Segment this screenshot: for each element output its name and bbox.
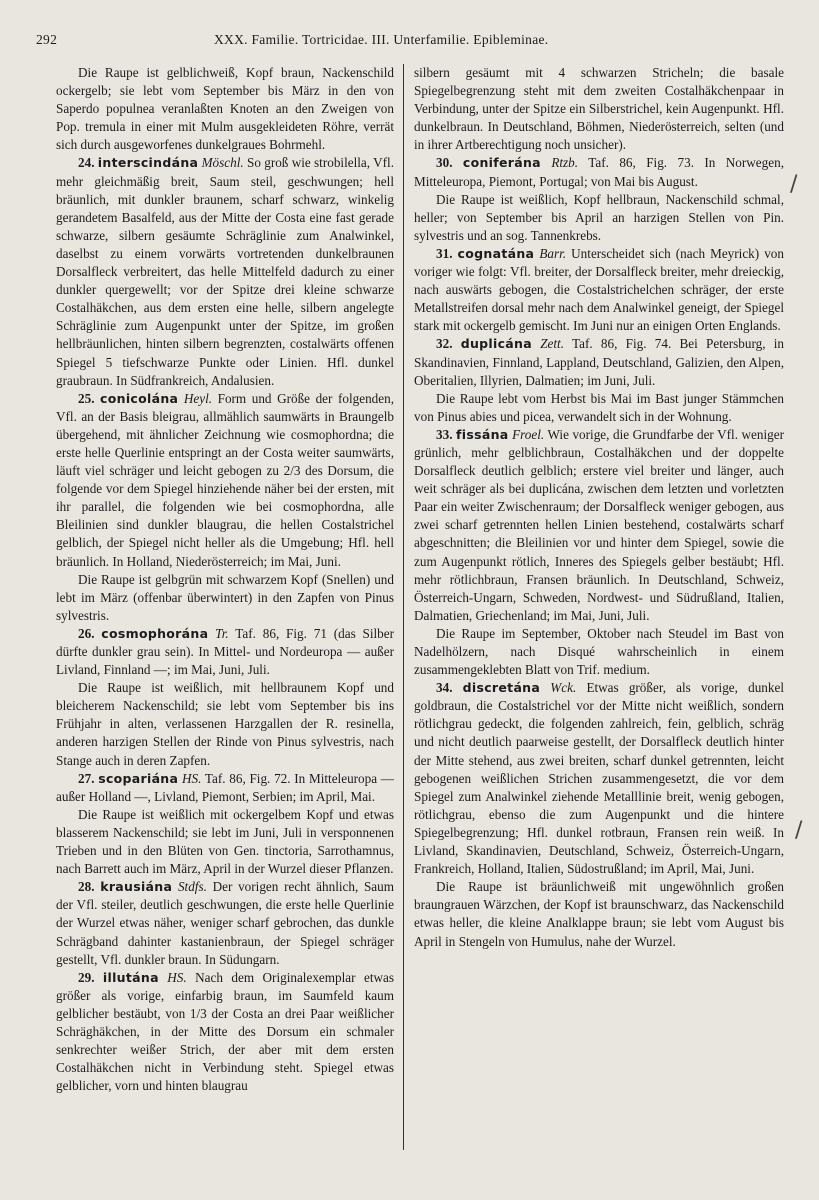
species-entry: [56, 969, 394, 1096]
species-entry: [56, 878, 394, 968]
body-paragraph: Die Raupe im September, Oktober nach Steudel im Bast von Nadelhölzern, nach Disqué wahrscheinlich in einem zusammengeklebten Blatt von Trif. medium.: [414, 625, 784, 678]
entry-text: Taf. 86, Fig. 71 (das Silber dürfte dunkler grau sein). In Mittel- und Nordeuropa — außer Livland, Finnland —; im Mai, Juni, Juli.: [56, 625, 395, 678]
body-paragraph: Die Raupe ist weißlich, Kopf hellbraun, Nackenschild schmal, heller; von September bis April an harzigen Stellen von Pin. sylvestris und an sog. Tannenkrebs.: [414, 191, 784, 243]
species-author: Wck.: [550, 680, 577, 696]
entry-number: 26.: [78, 625, 95, 641]
entry-number: 28.: [78, 879, 95, 895]
margin-pencil-mark: /: [795, 818, 803, 843]
entry-text: Taf. 86, Fig. 73. In Norwegen, Mitteleuropa, Piemont, Portugal; von Mai bis August.: [414, 155, 785, 189]
entry-text: Etwas größer, als vorige, dunkel goldbraun, die Costalstrichel vor der Mitte nicht weißlich, sondern rötlichgrau gedeckt, die folgenden zahlreich, fein, gelblich, schräg und nicht deutlich paarweise gestellt, der Dorsalfleck deutlich hinter der Mitte stehend, aus zwei breiten, scharf dunkel getrennten, leicht gebogenen weißlichen Strichen zusammengesetzt, die vor dem Spiegel zum Analwinkel ziehende Metalllinie breit, wenig gebogen, rötlichgrau, ebenso die zum Augenpunkt und die hintere Spiegelbegrenzung; Hfl. dunkel rotbraun, Fransen rein weiß. In Livland, Skandinavien, Deutschland, Schweiz, Österreich-Ungarn, Frankreich, Holland, Italien, Südostrußland; im April, Mai, Juni.: [414, 680, 784, 877]
page-number: 292: [36, 32, 58, 47]
entry-number: 32.: [436, 336, 453, 352]
species-name: cognatána: [457, 245, 535, 261]
entry-text: Wie vorige, die Grundfarbe der Vfl. weniger grünlich, mehr gelblichbraun, Costalhäkchen und der doppelte Dorsalfleck deutlich gelblich; erstere viel breiter und länger, auch weit schräger als bei duplicána, zwischen dem letzten und vorletzten Paar ein weiter Zwischenraum; der Dorsalfleck weniger gebogen, aus zwei scharf getrennten hellen Linien bestehend, costalwärts scharf abgeschnitten; die Bleilinien vor und hinter dem Spiegel, sowie die zum Augenpunkt rötlich, Inneres des Spiegels gelber bestäubt; Hfl. mehr rötlichbraun, Fransen bräunlich. In Deutschland, Schweiz, Österreich-Ungarn, Schweden, Nordwest- und Südrußland, Italien, Dalmatien, Griechenland; im Mai, Juni, Juli.: [414, 426, 785, 623]
species-author: Zett.: [540, 336, 565, 352]
column-divider: [403, 64, 404, 1150]
species-author: Barr.: [539, 245, 567, 261]
species-author: Stdfs.: [177, 879, 207, 895]
species-name: discretána: [462, 680, 541, 696]
body-paragraph: Die Raupe ist gelbgrün mit schwarzem Kopf (Snellen) und lebt im März (offenbar überwintert) in den Zapfen von Pinus sylvestris.: [56, 571, 394, 623]
entry-text: Nach dem Originalexemplar etwas größer als vorige, einfarbig braun, im Saumfeld kaum gelblicher bestäubt, von 1/3 der Costa an drei Paar weißlicher Schräghäkchen, in der Mitte des Dorsum ein schmaler senkrechter weißer Strich, der aber mit dem ersten Costalhäkchen nicht in Verbindung steht. Spiegel etwas gelblicher, vorn und hinten blaugrau: [56, 969, 394, 1094]
species-entry: [414, 154, 784, 190]
species-name: krausiána: [100, 879, 173, 895]
margin-pencil-mark: /: [790, 172, 798, 197]
species-entry: [56, 625, 394, 679]
species-entry: [414, 245, 784, 335]
entry-number: 25.: [78, 390, 95, 406]
body-paragraph: Die Raupe ist weißlich mit ockergelbem Kopf und etwas blasserem Nackenschild; sie lebt im Juni, Juli in versponnenen Trieben und in den Blüten von Gen. tinctoria, Sarrothamnus, nach Barrett auch im März, April in der Wurzel dieser Pflanzen.: [56, 806, 394, 877]
species-name: fissána: [456, 426, 509, 442]
body-paragraph: Die Raupe ist bräunlichweiß mit ungewöhnlich großen braungrauen Wärzchen, der Kopf ist braunschwarz, das Nackenschild etwas heller, die kleine Analklappe braun; sie lebt vom August bis April in Stengeln von Humulus, nahe der Wurzel.: [414, 879, 784, 949]
entry-text: So groß wie strobilella, Vfl. mehr gleichmäßig breit, Saum steil, geschwungen; hell bräunlich, mit dunkler braunem, scharf schwarz, winkelig gerandetem Basalfeld, aus der Mitte der Costa eine fast gerade schwarze, silbern gesäumte Schräglinie zum Analwinkel, daselbst zu einem vorwärts vortretenden dunkelbraunen Dorsalfleck verbreitert, das helle Mittelfeld dadurch zu einer dunkler quergewellt; vor der Spitze drei kleine schwarze Costalhäkchen, aus dem ersten eine helle, silbern angelegte Schräglinie zum Augenpunkt unter der Spitze, im großen hellbräunlichen, hinten silbern begrenzten, costalwärts offenen Spiegel 5 tiefschwarze Punkte oder Linien. Hfl. dunkel graubraun. In Südfrankreich, Andalusien.: [56, 155, 395, 388]
species-entry: [414, 335, 784, 389]
species-name: duplicána: [460, 336, 532, 352]
species-entry: [414, 426, 784, 625]
entry-text: Unterscheidet sich (nach Meyrick) von voriger wie folgt: Vfl. breiter, der Dorsalfleck breiter, mehr dreieckig, nach auswärts gebogen, die Costalstrichelchen schräger, der erste Metallstreifen dorsal mehr nach dem Analwinkel geneigt, der Spiegel stark mit ockergelb gemischt. Im Juni nur an einigen Orten Englands.: [414, 245, 784, 334]
entry-number: 24.: [78, 155, 95, 171]
entry-text: Taf. 86, Fig. 74. Bei Petersburg, in Skandinavien, Finnland, Lappland, Deutschland, Galizien, den Alpen, Oberitalien, Illyrien, Dalmatien; im Juni, Juli.: [414, 336, 784, 388]
page-header: [36, 32, 789, 54]
species-author: Froel.: [512, 426, 545, 442]
entry-number: 30.: [436, 155, 453, 171]
species-name: conicolána: [100, 390, 179, 406]
species-name: illutána: [102, 969, 159, 985]
running-head: XXX. Familie. Tortricidae. III. Unterfamilie. Epibleminae.: [214, 32, 549, 47]
species-name: scopariána: [98, 770, 179, 786]
species-name: cosmophorána: [101, 625, 209, 641]
entry-number: 34.: [436, 680, 453, 696]
body-paragraph: Die Raupe lebt vom Herbst bis Mai im Bast junger Stämmchen von Pinus abies und picea, verwandelt sich in der Wohnung.: [414, 390, 784, 424]
species-entry: [56, 154, 394, 389]
species-author: Möschl.: [201, 155, 244, 171]
species-author: HS.: [167, 969, 187, 985]
right-column: [414, 64, 784, 951]
species-entry: [56, 390, 394, 571]
species-entry: [414, 679, 784, 878]
body-paragraph: Die Raupe ist gelblichweiß, Kopf braun, Nackenschild ockergelb; sie lebt vom September bis März in den von Saperdo populnea veranlaßten Knoten an den Zweigen von Pop. tremula in einer mit Mulm ausgekleideten Röhre, verrät sich durch ausgeworfenes dunkelgraues Bohrmehl.: [56, 65, 394, 153]
species-name: interscindána: [97, 155, 199, 171]
entry-number: 29.: [78, 969, 95, 985]
entry-number: 33.: [436, 426, 453, 442]
species-entry: [56, 770, 394, 806]
entry-text: Der vorigen recht ähnlich, Saum der Vfl. steiler, deutlich geschwungen, die erste helle Querlinie der Wurzel etwas näher, weniger scharf gebrochen, das dunkle Schrägband dahinter kastanienbraun, der Spiegel schräger gestellt, Vfl. dunkler braun. In Südungarn.: [56, 879, 395, 967]
body-paragraph: Die Raupe ist weißlich, mit hellbraunem Kopf und bleicherem Nackenschild; sie lebt vom September bis ins Frühjahr in alten, verlassenen Harzgallen der R. resinella, anderen harzigen Stellen der Rinde von Pinus sylvestris, nach Stange auch in deren Zapfen.: [56, 680, 394, 768]
entry-text: Form und Größe der folgenden, Vfl. an der Basis bleigrau, allmählich saumwärts in Braungelb übergehend, mit ähnlicher Zeichnung wie cosmophordna; die erste helle Querlinie entspringt an der Costa weiter saumwärts, läuft viel schräger und leicht gebogen zu 2/3 des Dorsum, die folgende vor dem Spiegel hinziehende näher bei der ersten, mit ihr parallel, die folgenden wie bei cosmophordna, alle Bleilinien sind dunkler blaugrau, die hellen Costalstrichel gelblich, der Spiegel nicht heller als die Umgebung; Hfl. hell bräunlich. In Holland, Niederösterreich; im Mai, Juni.: [56, 390, 395, 569]
entry-number: 31.: [436, 245, 453, 261]
body-paragraph: silbern gesäumt mit 4 schwarzen Stricheln; die basale Spiegelbegrenzung steht mit dem zweiten Costalhäkchenpaar in Verbindung, unter der Spitze ein Silberstrichel, kein Augenpunkt. Hfl. dunkelbraun. In Deutschland, Böhmen, Niederösterreich, selten (und in ihrer Artberechtigung noch unsicher).: [414, 65, 784, 153]
species-author: Heyl.: [183, 390, 213, 406]
entry-text: Taf. 86, Fig. 72. In Mitteleuropa — außer Holland —, Livland, Piemont, Serbien; im April, Mai.: [56, 770, 394, 804]
species-name: coniferána: [462, 155, 541, 171]
entry-number: 27.: [78, 770, 95, 786]
species-author: Tr.: [215, 625, 229, 641]
left-column: [56, 64, 394, 1095]
species-author: HS.: [181, 770, 202, 786]
species-author: Rtzb.: [551, 155, 579, 171]
